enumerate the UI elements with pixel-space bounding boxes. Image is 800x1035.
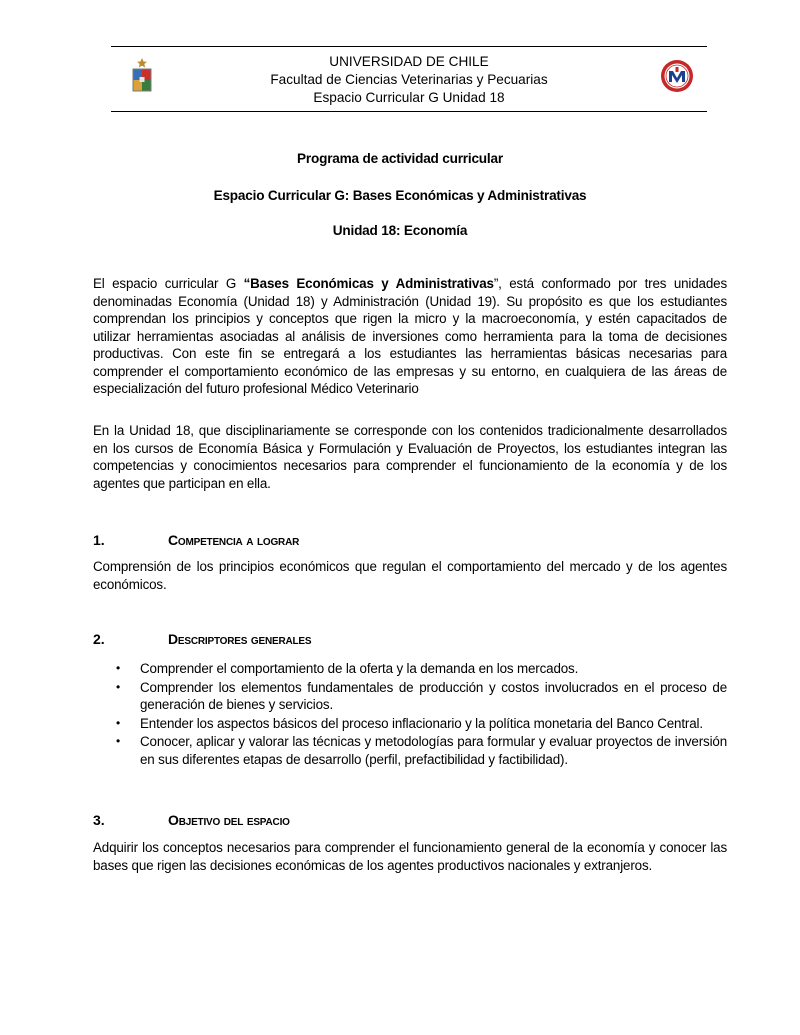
curricular-space-title: Espacio Curricular G: Bases Económicas y Administrativas	[213, 188, 587, 203]
section-title: Competencia a lograr	[168, 532, 300, 548]
bullet-icon: •	[116, 734, 121, 748]
bullet-icon: •	[116, 715, 121, 730]
list-item-text: Comprender los elementos fundamentales de producción y costos involucrados en el proceso de generación de bienes y servicios.	[140, 679, 727, 712]
intro-bold-phrase: “Bases Económicas y Administrativas	[243, 276, 494, 291]
header-bottom-rule	[111, 111, 707, 112]
section-title: Descriptores generales	[168, 631, 312, 647]
section-number: 2.	[93, 631, 105, 647]
list-item-text: Entender los aspectos básicos del proceso inflacionario y la política monetaria del Banco Central.	[140, 715, 703, 731]
program-title: Programa de actividad curricular	[297, 151, 503, 166]
unit-title: Unidad 18: Economía	[332, 223, 468, 238]
faculty-name: Facultad de Ciencias Veterinarias y Pecuarias	[270, 72, 548, 87]
header-top-rule	[111, 46, 707, 47]
faculty-seal-icon	[660, 59, 694, 93]
bullet-icon: •	[116, 679, 121, 694]
intro-text-start: El espacio curricular G	[93, 276, 244, 291]
list-item	[93, 715, 727, 733]
university-name: UNIVERSIDAD DE CHILE	[329, 54, 489, 69]
section-1-body: Comprensión de los principios económicos que regulan el comportamiento del mercado y de los agentes económicos.	[93, 559, 727, 592]
descriptors-list	[93, 660, 727, 769]
list-item	[93, 679, 727, 714]
section-number: 1.	[93, 532, 105, 548]
list-item-text: Conocer, aplicar y valorar las técnicas y metodologías para formular y evaluar proyectos de inversión en sus diferentes etapas de desarrollo (perfil, prefactibilidad y factibilidad).	[140, 734, 727, 767]
section-number: 3.	[93, 812, 105, 828]
list-item	[93, 733, 727, 768]
bullet-icon: •	[116, 661, 121, 675]
intro-text-end: ”, está conformado por tres unidades denominadas Economía (Unidad 18) y Administración (Unidad 19). Su propósito es que los estudiantes comprendan los principios y conceptos que rigen la micro y la macroeconomía, y estén capacitados de utilizar herramientas asociadas al análisis de inversiones como herramienta para la toma de decisiones productivas. Con este fin se entregará a los estudiantes las herramientas básicas necesarias para comprender el comportamiento económico de las empresas y su entorno, en cualquiera de las áreas de especialización del futuro profesional Médico Veterinario	[93, 276, 727, 396]
list-item	[93, 660, 727, 678]
list-item-text: Comprender el comportamiento de la oferta y la demanda en los mercados.	[140, 661, 579, 676]
intro-paragraph-2: En la Unidad 18, que disciplinariamente se corresponde con los contenidos tradicionalmente desarrollados en los cursos de Economía Básica y Formulación y Evaluación de Proyectos, los estudiantes integran las competencias y conocimientos necesarios para comprender el funcionamiento de la economía y de los agentes que participan en ella.	[93, 423, 727, 491]
intro-paragraph-1	[93, 275, 727, 398]
section-3-body: Adquirir los conceptos necesarios para comprender el funcionamiento general de la economía y conocer las bases que rigen las decisiones económicas de los agentes productivos nacionales y extranjeros.	[93, 840, 727, 873]
header-text	[111, 53, 707, 107]
unit-name: Espacio Curricular G Unidad 18	[313, 90, 505, 105]
section-title: Objetivo del espacio	[168, 812, 290, 828]
